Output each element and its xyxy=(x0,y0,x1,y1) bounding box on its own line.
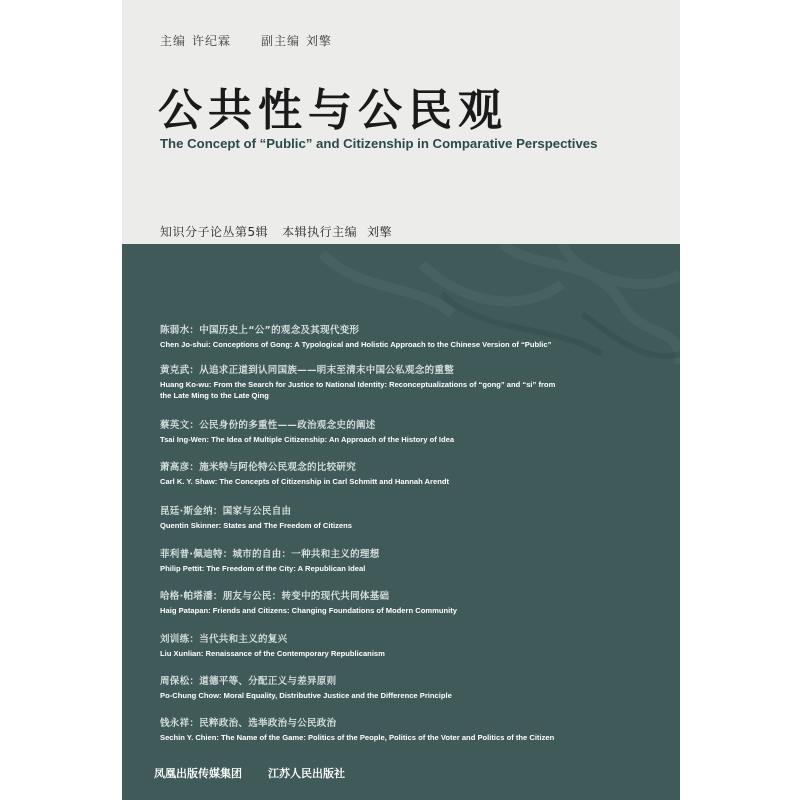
toc-entry-chinese: 周保松：道德平等、分配正义与差异原则 xyxy=(160,676,337,687)
toc-entry xyxy=(160,417,454,445)
toc-entry xyxy=(160,588,457,616)
book-cover xyxy=(122,0,680,800)
toc-entry xyxy=(160,322,551,350)
toc-entry-chinese: 昆廷·斯金纳：国家与公民自由 xyxy=(160,506,292,517)
toc-entry-english: Chen Jo-shui: Conceptions of Gong: A Typological and Holistic Approach to the Chinese Version of “Public” xyxy=(160,340,552,349)
deputy-editor-label: 副主编 xyxy=(261,34,301,48)
chief-editor-name: 许纪霖 xyxy=(192,34,232,48)
chief-editor-label: 主编 xyxy=(160,34,187,48)
toc-entry-chinese: 刘训练：当代共和主义的复兴 xyxy=(160,634,288,645)
toc-entry xyxy=(160,459,449,487)
title-chinese: 公共性与公民观 xyxy=(158,85,508,136)
toc-entry-chinese: 菲利普·佩迪特：城市的自由：一种共和主义的理想 xyxy=(160,549,380,560)
publishers-line xyxy=(154,765,345,781)
toc-entry-english: Sechin Y. Chien: The Name of the Game: Politics of the People, Politics of the Voter and Politics of the Citizen xyxy=(160,733,555,742)
toc-entry-chinese: 蔡英文：公民身份的多重性——政治观念史的阐述 xyxy=(160,420,376,431)
toc-entry xyxy=(160,362,555,401)
toc-entry-english: Po-Chung Chow: Moral Equality, Distributive Justice and the Difference Principle xyxy=(160,691,452,700)
toc-entry-english-cont: the Late Ming to the Late Qing xyxy=(160,391,269,400)
toc-entry xyxy=(160,546,380,574)
toc-entry-english: Haig Patapan: Friends and Citizens: Changing Foundations of Modern Community xyxy=(160,606,458,615)
title-english: The Concept of “Public” and Citizenship in Comparative Perspectives xyxy=(160,136,598,151)
toc-entry-chinese: 哈格·帕塔潘：朋友与公民：转变中的现代共同体基础 xyxy=(160,591,390,602)
toc-entry-english: Huang Ko-wu: From the Search for Justice to National Identity: Reconceptualizations of “gong” and “si” from xyxy=(160,380,556,389)
series-name: 知识分子论丛第5辑 xyxy=(160,225,269,239)
toc-entry xyxy=(160,715,554,743)
series-line xyxy=(160,223,392,240)
toc-entry-english: Liu Xunlian: Renaissance of the Contemporary Republicanism xyxy=(160,649,385,658)
deputy-editor-name: 刘擎 xyxy=(306,34,333,48)
toc-entry xyxy=(160,631,385,659)
contents-panel xyxy=(122,244,680,800)
toc-entry-chinese: 陈弱水：中国历史上“公”的观念及其现代变形 xyxy=(160,325,360,336)
toc-entry-chinese: 黄克武：从追求正道到认同国族——明末至清末中国公私观念的重整 xyxy=(160,365,455,376)
toc-entry-chinese: 萧高彦：施米特与阿伦特公民观念的比较研究 xyxy=(160,462,357,473)
publisher-press: 江苏人民出版社 xyxy=(268,767,345,780)
toc-entry-english: Quentin Skinner: States and The Freedom of Citizens xyxy=(160,521,352,530)
toc-entry xyxy=(160,673,452,701)
toc-entry xyxy=(160,503,352,531)
exec-editor-name: 刘擎 xyxy=(367,225,393,239)
publisher-group: 凤凰出版传媒集团 xyxy=(154,767,242,780)
toc-entry-english: Carl K. Y. Shaw: The Concepts of Citizenship in Carl Schmitt and Hannah Arendt xyxy=(160,477,450,486)
toc-entry-english: Tsai Ing-Wen: The Idea of Multiple Citizenship: An Approach of the History of Idea xyxy=(160,435,455,444)
toc-entry-chinese: 钱永祥：民粹政治、选举政治与公民政治 xyxy=(160,718,337,729)
exec-editor-label: 本辑执行主编 xyxy=(282,225,358,239)
editors-line xyxy=(160,32,338,49)
toc-entry-english: Philip Pettit: The Freedom of the City: A Republican Ideal xyxy=(160,564,366,573)
